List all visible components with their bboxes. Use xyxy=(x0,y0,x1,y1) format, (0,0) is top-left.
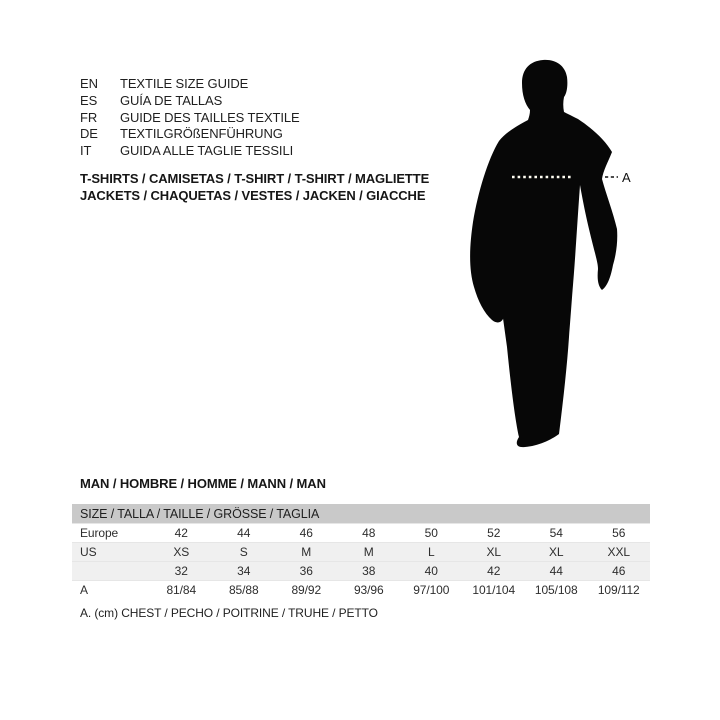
measurement-label-a: A xyxy=(622,170,631,185)
cell: 109/112 xyxy=(597,583,640,597)
language-label: GUÍA DE TALLAS xyxy=(120,92,223,108)
cell: 44 xyxy=(237,526,251,540)
language-code: ES xyxy=(80,92,98,108)
cell: 44 xyxy=(549,564,563,578)
table-row-us xyxy=(72,543,650,562)
language-code: EN xyxy=(80,76,98,91)
man-silhouette-figure xyxy=(450,57,660,457)
row-label: US xyxy=(80,545,97,559)
language-code: FR xyxy=(80,109,98,125)
cell: 46 xyxy=(299,526,313,540)
cell: S xyxy=(239,545,248,559)
cell: M xyxy=(301,545,312,559)
language-label: GUIDA ALLE TAGLIE TESSILI xyxy=(120,143,294,159)
language-label: TEXTILE SIZE GUIDE xyxy=(120,76,249,91)
cell: 105/108 xyxy=(534,583,578,597)
cell: 34 xyxy=(237,564,251,578)
cell: 101/104 xyxy=(472,583,516,597)
language-label: GUIDE DES TAILLES TEXTILE xyxy=(120,109,300,125)
cell: 56 xyxy=(612,526,626,540)
size-table xyxy=(72,504,650,599)
table-title-man: MAN / HOMBRE / HOMME / MANN / MAN xyxy=(80,476,326,491)
cell: 52 xyxy=(487,526,501,540)
row-label xyxy=(72,562,150,581)
table-header-size: SIZE / TALLA / TAILLE / GRÖSSE / TAGLIA xyxy=(72,504,650,524)
cell: XS xyxy=(173,545,190,559)
row-label: Europe xyxy=(80,526,119,540)
language-row xyxy=(80,143,300,160)
cell: 40 xyxy=(424,564,438,578)
language-label: TEXTILGRÖßENFÜHRUNG xyxy=(120,126,283,142)
cell: XL xyxy=(486,545,501,559)
man-silhouette xyxy=(470,60,617,447)
cell: M xyxy=(363,545,374,559)
language-row xyxy=(80,126,300,143)
cell: 89/92 xyxy=(291,583,322,597)
cell: 46 xyxy=(612,564,626,578)
cell: 48 xyxy=(362,526,376,540)
language-code: IT xyxy=(80,143,92,159)
language-row xyxy=(80,93,300,110)
chest-footnote: A. (cm) CHEST / PECHO / POITRINE / TRUHE / PETTO xyxy=(80,606,378,620)
cell: 42 xyxy=(487,564,501,578)
row-label: A xyxy=(80,583,88,597)
language-guide-list xyxy=(80,76,300,160)
table-row-europe xyxy=(72,524,650,543)
cell: 81/84 xyxy=(166,583,197,597)
product-line-tshirts: T-SHIRTS / CAMISETAS / T-SHIRT / T-SHIRT / MAGLIETTE xyxy=(80,171,430,186)
cell: 50 xyxy=(424,526,438,540)
language-row xyxy=(80,110,300,127)
cell: 32 xyxy=(174,564,188,578)
cell: 85/88 xyxy=(228,583,259,597)
cell: 42 xyxy=(174,526,188,540)
cell: 54 xyxy=(549,526,563,540)
cell: 36 xyxy=(299,564,313,578)
cell: XXL xyxy=(607,545,630,559)
table-row-chest xyxy=(72,581,650,600)
cell: 93/96 xyxy=(353,583,384,597)
cell: 38 xyxy=(362,564,376,578)
language-row xyxy=(80,76,300,93)
table-header-row xyxy=(72,504,650,524)
language-code: DE xyxy=(80,126,98,142)
cell: L xyxy=(427,545,435,559)
table-row-us-numeric xyxy=(72,562,650,581)
product-categories xyxy=(80,170,429,204)
cell: XL xyxy=(549,545,564,559)
product-line-jackets: JACKETS / CHAQUETAS / VESTES / JACKEN / GIACCHE xyxy=(80,188,426,203)
cell: 97/100 xyxy=(413,583,450,597)
